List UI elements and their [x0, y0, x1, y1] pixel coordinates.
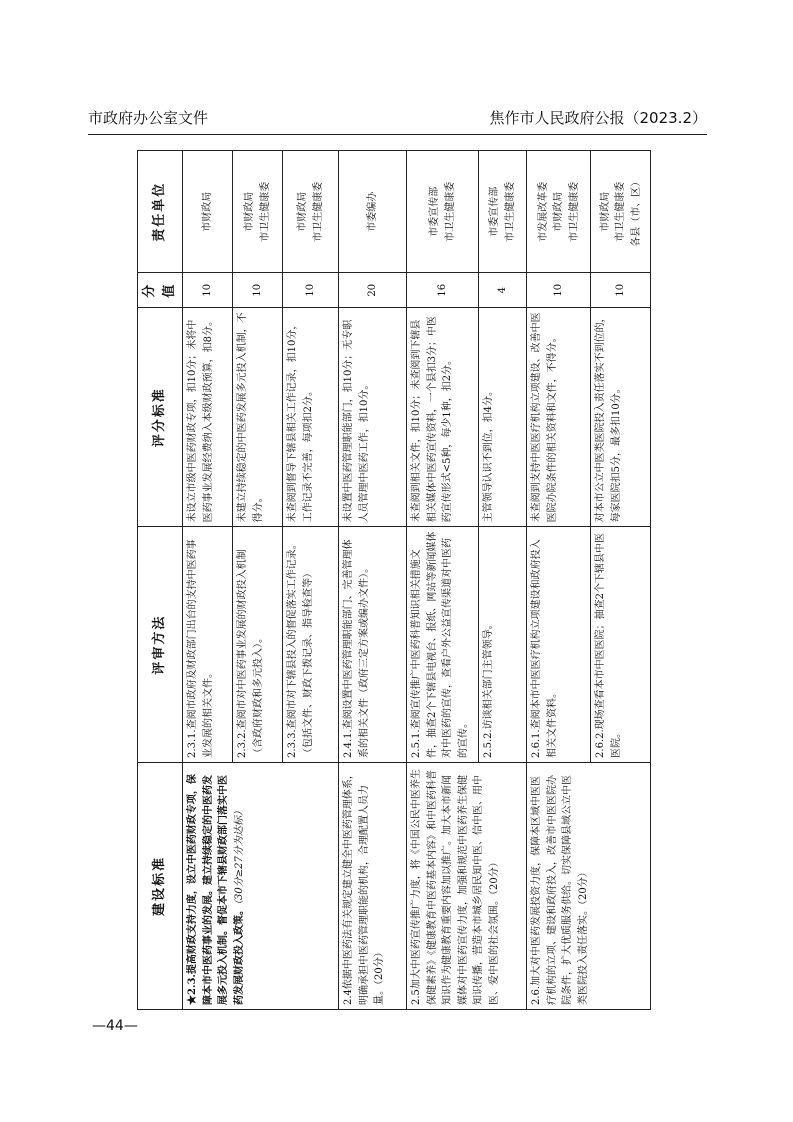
header-unit: 责任单位 — [138, 151, 183, 273]
method-cell: 2.3.2.查阅市对中医药事业发展的财政投入机制（含政府财政和多元投入）。 — [233, 527, 283, 763]
table-row — [407, 151, 479, 1010]
standard-cell: 2.6.加大对中医药发展投资力度，保障本区域中医医疗机构的立项、建设和政府投入，改善市中医医院办院条件，扩大优质服务供给。切实保障县域公立中医类医院投入责任落实。（20分） — [527, 762, 651, 1009]
score-cell: 4 — [479, 273, 527, 308]
score-cell: 20 — [339, 273, 407, 308]
unit-cell: 市财政局 — [183, 151, 233, 273]
page-number: —44— — [92, 1018, 138, 1034]
score-cell: 10 — [233, 273, 283, 308]
header-standard: 建设标准 — [138, 762, 183, 1009]
header-left: 市政府办公室文件 — [88, 109, 209, 127]
method-cell: 2.6.2.现场查看本市中医医院；抽查2个下辖县中医医院。 — [591, 527, 651, 763]
method-cell: 2.3.3.查阅市对下辖县投入的督促落实工作记录。（包括文件、财政下拨记录、指导检查等） — [283, 527, 339, 763]
method-cell: 2.3.1.查阅市政府及财政部门出台的支持中医药事业发展的相关文件。 — [183, 527, 233, 763]
rotated-table-wrapper — [137, 150, 642, 1010]
unit-cell: 市发展改革委 市财政局 市卫生健康委 — [527, 151, 591, 273]
criteria-cell: 对本市公立中医类医院投入责任落实不到位的，每家医院扣5分，最多扣10分。 — [591, 308, 651, 527]
score-cell: 10 — [527, 273, 591, 308]
unit-cell: 市财政局 市卫生健康委 各县（市、区） — [591, 151, 651, 273]
unit-cell: 市财政局 市卫生健康委 — [233, 151, 283, 273]
method-cell: 2.5.2.访谈相关部门主管领导。 — [479, 527, 527, 763]
table-row — [527, 151, 591, 1010]
header-right: 焦作市人民政府公报（2023.2） — [489, 109, 707, 127]
score-cell: 10 — [591, 273, 651, 308]
score-cell: 10 — [183, 273, 233, 308]
standard-cell: 2.5加大中医药宣传推广力度，将《中国公民中医养生保健素养》《健康教育中医药基本内容》和中医药科普知识作为健康教育重要内容加以推广。加大本市新闻媒体对中医药宣传力度，加强和规范中医药养生保健知识传播，营造本市城乡居民知中医、信中医、用中医、爱中医的社会氛围。（20分） — [407, 762, 527, 1009]
standard-cell: 2.4依据中医药法有关规定建立健全中医药管理体系，明确承担中医药管理职能的机构，合理配置人员力量。（20分） — [339, 762, 407, 1009]
evaluation-table — [137, 150, 651, 1010]
header-method: 评审方法 — [138, 527, 183, 763]
criteria-cell: 未查阅到督导下辖县相关工作记录，扣10分，工作记录不完善，每项扣2分。 — [283, 308, 339, 527]
method-cell: 2.5.1.查阅宣传推广中医药科普知识相关措施文件，抽查2个下辖县电视台、报纸、网站等新闻媒体对中医药的宣传，查看户外公益宣传渠道对中医药的宣传。 — [407, 527, 479, 763]
criteria-cell: 未建立持续稳定的中医药发展多元投入机制，不得分。 — [233, 308, 283, 527]
unit-cell: 市委编办 — [339, 151, 407, 273]
running-header — [88, 104, 707, 135]
table-row — [183, 151, 233, 1010]
standard-cell: ★2.3.提高财政支持力度，设立中医药财政专项，保障本市中医药事业的发展。建立持续稳定的中医药发展多元投入机制。督促本市下辖县财政部门落实中医药发展财政投入政策。（30分≥27分为达标） — [183, 762, 339, 1009]
criteria-cell: 未设置中医药管理职能部门，扣10分；无专职人员管理中医药工作，扣10分。 — [339, 308, 407, 527]
criteria-cell: 主管领导认识不到位，扣4分。 — [479, 308, 527, 527]
score-cell: 16 — [407, 273, 479, 308]
unit-cell: 市财政局 市卫生健康委 — [283, 151, 339, 273]
header-criteria: 评分标准 — [138, 308, 183, 527]
table-row — [339, 151, 407, 1010]
header-score: 分值 — [138, 273, 183, 308]
score-cell: 10 — [283, 273, 339, 308]
criteria-cell: 未设立市级中医药财政专项，扣10分；未将中医药事业发展经费纳入本级财政预算，扣8分。 — [183, 308, 233, 527]
unit-cell: 市委宣传部 市卫生健康委 — [479, 151, 527, 273]
table-header-row — [138, 151, 183, 1010]
criteria-cell: 未查阅到相关文件，扣10分；未查阅到下辖县相关媒体中医药宣传资料，一个县扣3分；中医药宣传形式<5种，每少1种，扣2分。 — [407, 308, 479, 527]
unit-cell: 市委宣传部 市卫生健康委 — [407, 151, 479, 273]
method-cell: 2.6.1.查阅本市中医医疗机构立项建设和政府投入相关文件资料。 — [527, 527, 591, 763]
method-cell: 2.4.1.查阅设置中医药管理职能部门、完善管理体系的相关文件（政府三定方案或编办文件）。 — [339, 527, 407, 763]
criteria-cell: 未查阅到支持中医医疗机构立项建设、改善中医医院办院条件的相关资料和文件，不得分。 — [527, 308, 591, 527]
